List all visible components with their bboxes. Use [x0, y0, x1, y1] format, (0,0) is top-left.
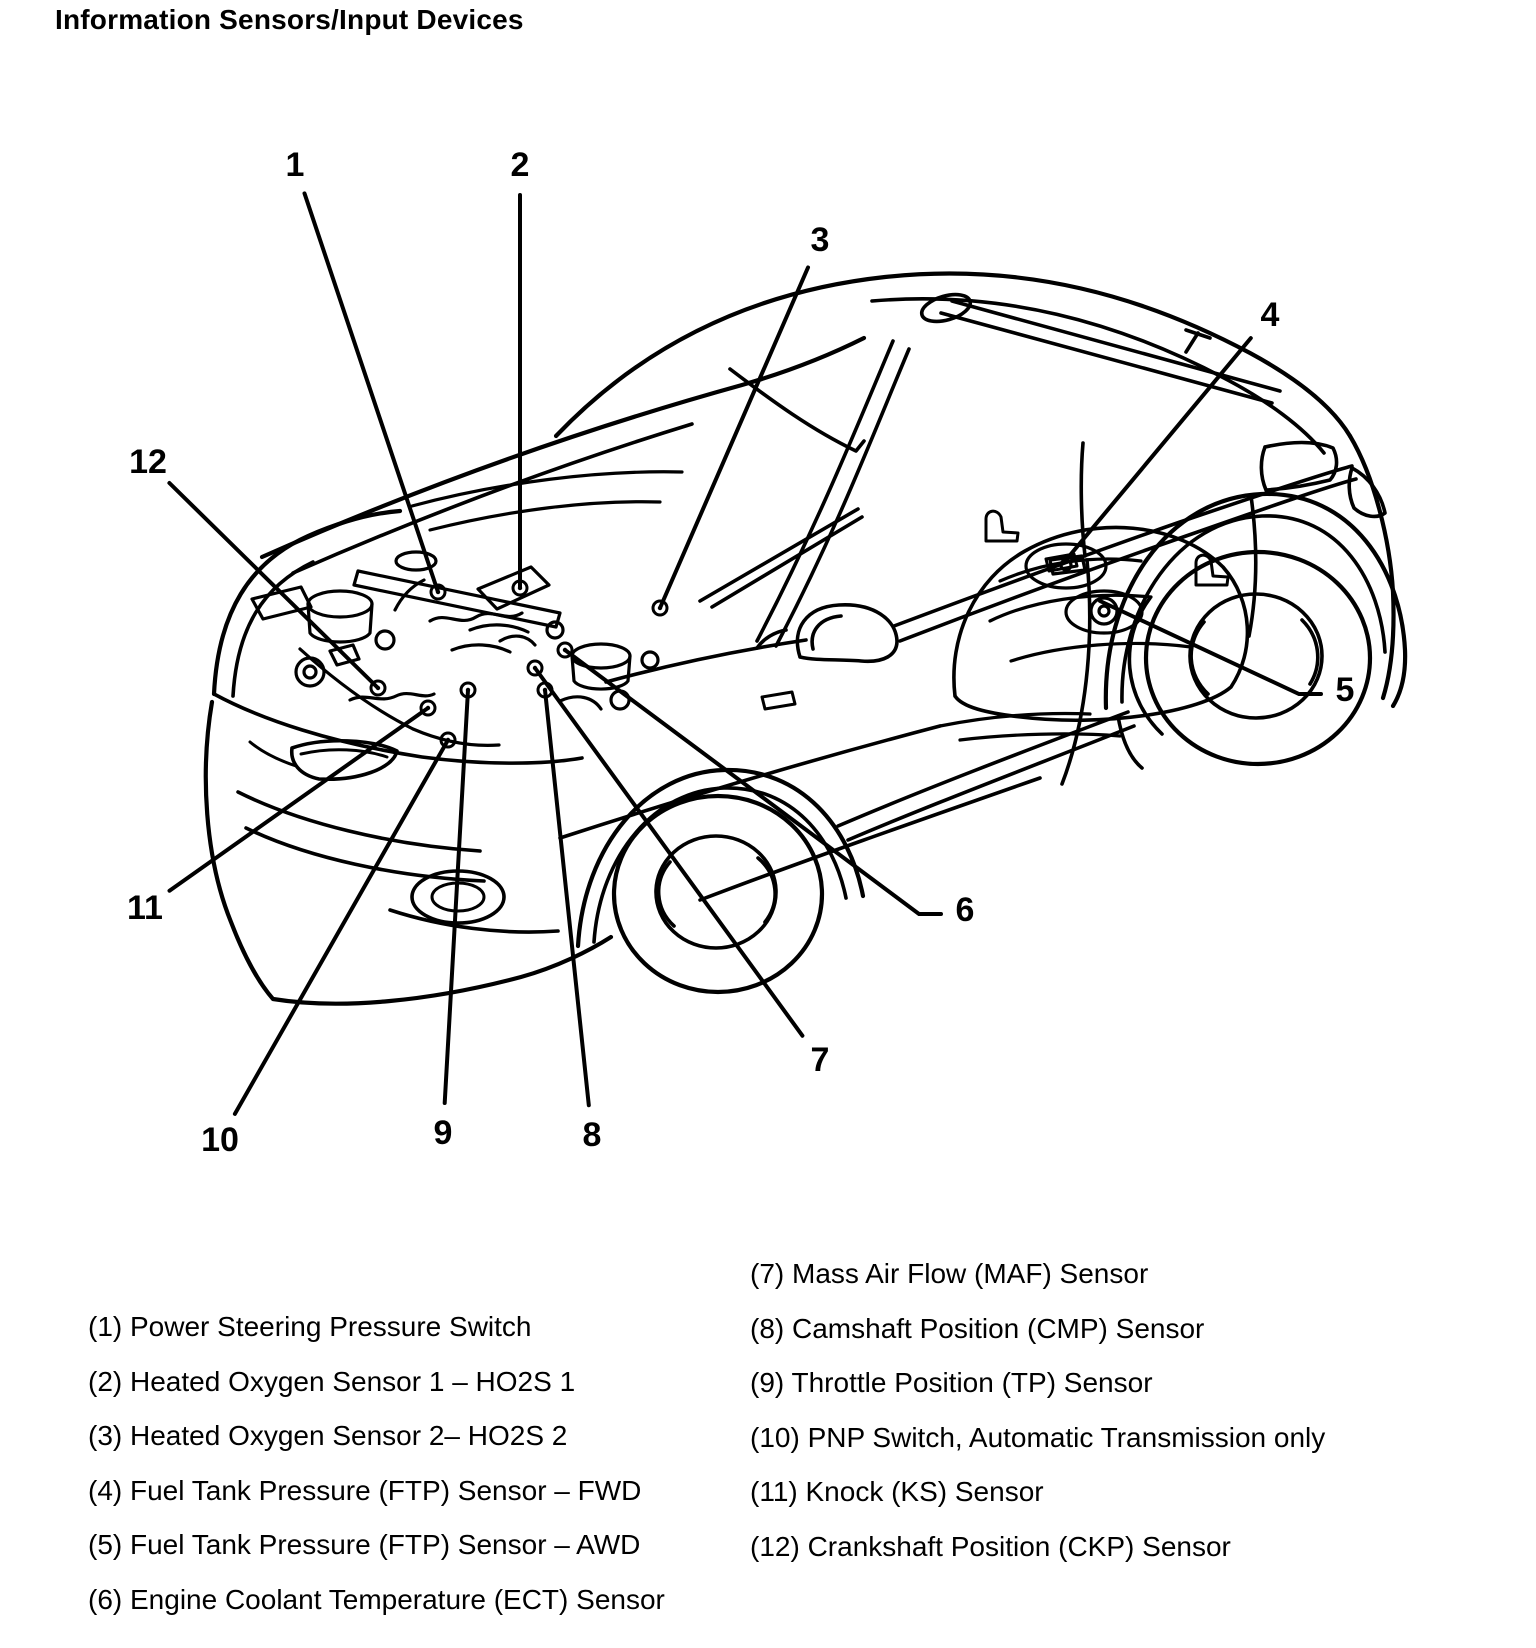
legend-item-10: (10) PNP Switch, Automatic Transmission only — [750, 1421, 1326, 1453]
sensor-mark-center-6 — [563, 648, 567, 652]
callout-number-1: 1 — [285, 146, 305, 184]
legend-item-5: (5) Fuel Tank Pressure (FTP) Sensor – AWD — [88, 1529, 641, 1561]
legend-item-1: (1) Power Steering Pressure Switch — [88, 1311, 532, 1342]
legend-item-3: (3) Heated Oxygen Sensor 2– HO2S 2 — [88, 1420, 568, 1452]
sensor-mark-center-2 — [518, 586, 522, 590]
callout-number-9: 9 — [433, 1114, 453, 1152]
legend-item-2: (2) Heated Oxygen Sensor 1 – HO2S 1 — [88, 1365, 576, 1397]
leader-line-10 — [235, 740, 448, 1114]
callout-number-5: 5 — [1335, 671, 1355, 709]
callout-1 — [286, 146, 445, 599]
fuel-tank-cutaway — [940, 527, 1247, 740]
legend-item-8: (8) Camshaft Position (CMP) Sensor — [750, 1312, 1205, 1344]
callout-number-2: 2 — [510, 146, 530, 184]
sensor-mark-center-10 — [446, 738, 450, 742]
callout-number-4: 4 — [1260, 296, 1280, 334]
callout-number-3: 3 — [810, 221, 830, 259]
callout-number-7: 7 — [810, 1041, 830, 1079]
leader-line-12 — [169, 483, 378, 688]
car-line-art — [206, 274, 1405, 1004]
sensor-mark-center-1 — [436, 590, 440, 594]
front-wheel — [578, 770, 863, 992]
legend-item-12: (12) Crankshaft Position (CKP) Sensor — [750, 1530, 1231, 1562]
callout-3 — [653, 221, 829, 615]
page-title: Information Sensors/Input Devices — [55, 4, 524, 35]
callout-2 — [511, 146, 530, 595]
callout-8 — [538, 683, 601, 1154]
leader-line-3 — [660, 268, 808, 609]
sensor-mark-center-3 — [658, 606, 662, 610]
legend-column-right — [750, 1247, 1325, 1575]
sensor-mark-center-12 — [376, 686, 380, 690]
legend-item-7: (7) Mass Air Flow (MAF) Sensor — [750, 1258, 1149, 1289]
callout-4 — [1066, 296, 1280, 560]
legend-item-9: (9) Throttle Position (TP) Sensor — [750, 1367, 1153, 1399]
callout-number-6: 6 — [955, 891, 975, 929]
callout-number-8: 8 — [582, 1116, 602, 1154]
sensor-mark-center-11 — [426, 706, 430, 710]
callout-11 — [127, 701, 435, 927]
callout-12 — [129, 443, 385, 695]
sensor-mark-center-8 — [543, 688, 547, 692]
legend-column-left — [88, 1300, 665, 1628]
leader-line-6 — [565, 650, 941, 914]
sensor-mark-center-7 — [533, 666, 537, 670]
callout-number-10: 10 — [201, 1121, 239, 1159]
legend-item-6: (6) Engine Coolant Temperature (ECT) Sensor — [88, 1583, 665, 1615]
legend-item-4: (4) Fuel Tank Pressure (FTP) Sensor – FWD — [88, 1474, 642, 1506]
callout-number-11: 11 — [127, 889, 163, 927]
legend-item-11: (11) Knock (KS) Sensor — [750, 1476, 1044, 1508]
sensor-mark-center-9 — [466, 688, 470, 692]
leader-line-8 — [545, 690, 589, 1105]
leader-line-9 — [445, 690, 468, 1103]
callout-number-12: 12 — [129, 443, 167, 481]
